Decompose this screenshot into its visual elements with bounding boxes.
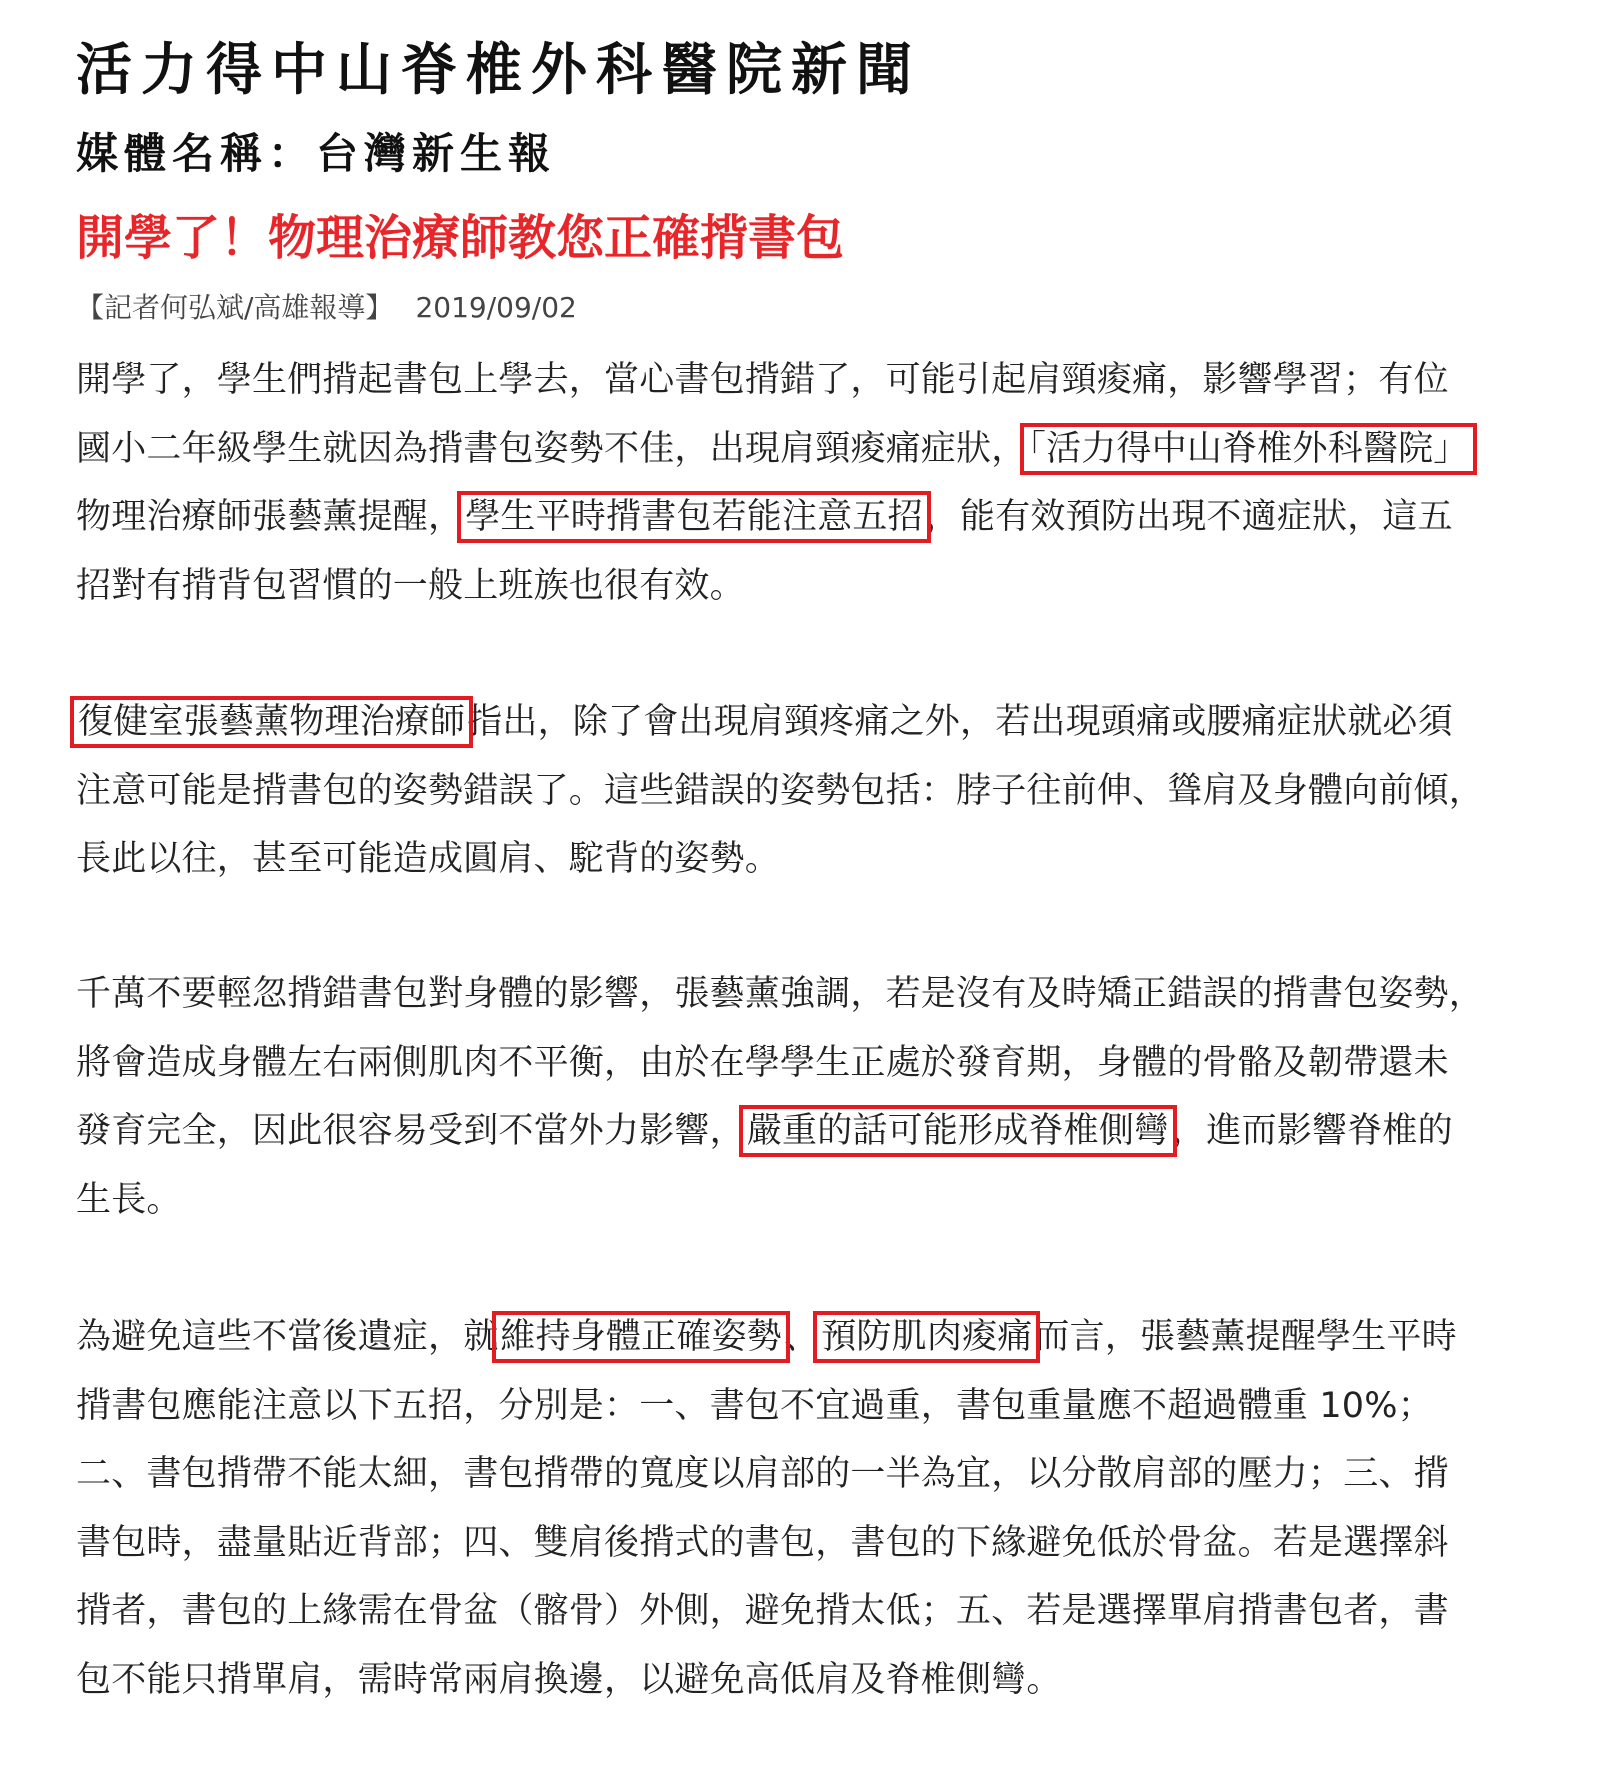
highlighted-phrase: 嚴重的話可能形成脊椎側彎: [746, 1111, 1170, 1151]
paragraph-line: 揹者，書包的上緣需在骨盆（髂骨）外側，避免揹太低；五、若是選擇單肩揹書包者，書: [76, 1591, 1449, 1631]
paragraph-1: [76, 346, 1516, 620]
paragraph-line: 招對有揹背包習慣的一般上班族也很有效。: [76, 565, 745, 606]
paragraph-3: [76, 960, 1516, 1234]
site-title: 活力得中山脊椎外科醫院新聞: [76, 37, 921, 103]
paragraph-line: 生長。: [76, 1179, 182, 1220]
byline-reporter: 【記者何弘斌/高雄報導】: [76, 291, 394, 324]
paragraph-line: 開學了，學生們揹起書包上學去，當心書包揹錯了，可能引起肩頸痠痛，影響學習；有位: [76, 360, 1449, 400]
text-segment: 物理治療師張藝薰提醒，: [76, 497, 464, 537]
media-name: 媒體名稱：台灣新生報: [76, 129, 557, 178]
paragraph-line: [76, 483, 1516, 552]
text-segment: 發育完全，因此很容易受到不當外力影響，: [76, 1111, 745, 1151]
highlighted-phrase: 復健室張藝薰物理治療師: [78, 702, 466, 742]
paragraph-line: 注意可能是揹書包的姿勢錯誤了。這些錯誤的姿勢包括：脖子往前伸、聳肩及身體向前傾，: [76, 770, 1485, 811]
byline: [76, 288, 577, 328]
article-headline: 開學了！物理治療師教您正確揹書包: [76, 210, 845, 266]
text-segment: ，進而影響脊椎的: [1171, 1111, 1453, 1151]
paragraph-line: 書包時，盡量貼近背部；四、雙肩後揹式的書包，書包的下緣避免低於骨盆。若是選擇斜: [76, 1522, 1449, 1563]
highlighted-phrase: 維持身體正確姿勢: [500, 1317, 783, 1357]
paragraph-line: 揹書包應能注意以下五招，分別是：一、書包不宜過重，書包重量應不超過體重 10%；: [76, 1385, 1433, 1426]
highlighted-phrase: 預防肌肉痠痛: [821, 1317, 1033, 1357]
paragraph-2: [76, 688, 1516, 894]
paragraph-line: [76, 415, 1516, 484]
paragraph-line: [76, 1097, 1516, 1166]
text-segment: 、: [784, 1317, 820, 1357]
paragraph-line: [76, 688, 1516, 757]
text-segment: 國小二年級學生就因為揹書包姿勢不佳，出現肩頸痠痛症狀，: [76, 428, 1027, 469]
paragraph-line: 千萬不要輕忽揹錯書包對身體的影響，張藝薰強調，若是沒有及時矯正錯誤的揹書包姿勢，: [76, 974, 1485, 1014]
highlighted-phrase: 學生平時揹書包若能注意五招: [465, 497, 923, 537]
text-segment: 而言，張藝薰提醒學生平時: [1034, 1317, 1457, 1357]
paragraph-line: 長此以往，甚至可能造成圓肩、駝背的姿勢。: [76, 839, 781, 879]
paragraph-4: [76, 1303, 1516, 1714]
text-segment: 為避免這些不當後遺症，就: [76, 1317, 499, 1357]
highlighted-phrase: 「活力得中山脊椎外科醫院」: [1028, 428, 1469, 469]
paragraph-line: 包不能只揹單肩，需時常兩肩換邊，以避免高低肩及脊椎側彎。: [76, 1659, 1062, 1700]
byline-date: 2019/09/02: [415, 291, 577, 324]
text-segment: ，能有效預防出現不適症狀，這五: [924, 497, 1453, 537]
paragraph-line: 將會造成身體左右兩側肌肉不平衡，由於在學學生正處於發育期，身體的骨骼及韌帶還未: [76, 1042, 1449, 1083]
paragraph-line: [76, 1303, 1516, 1372]
text-segment: 指出，除了會出現肩頸疼痛之外，若出現頭痛或腰痛症狀就必須: [467, 702, 1453, 742]
paragraph-line: 二、書包揹帶不能太細，書包揹帶的寬度以肩部的一半為宜，以分散肩部的壓力；三、揹: [76, 1454, 1449, 1494]
